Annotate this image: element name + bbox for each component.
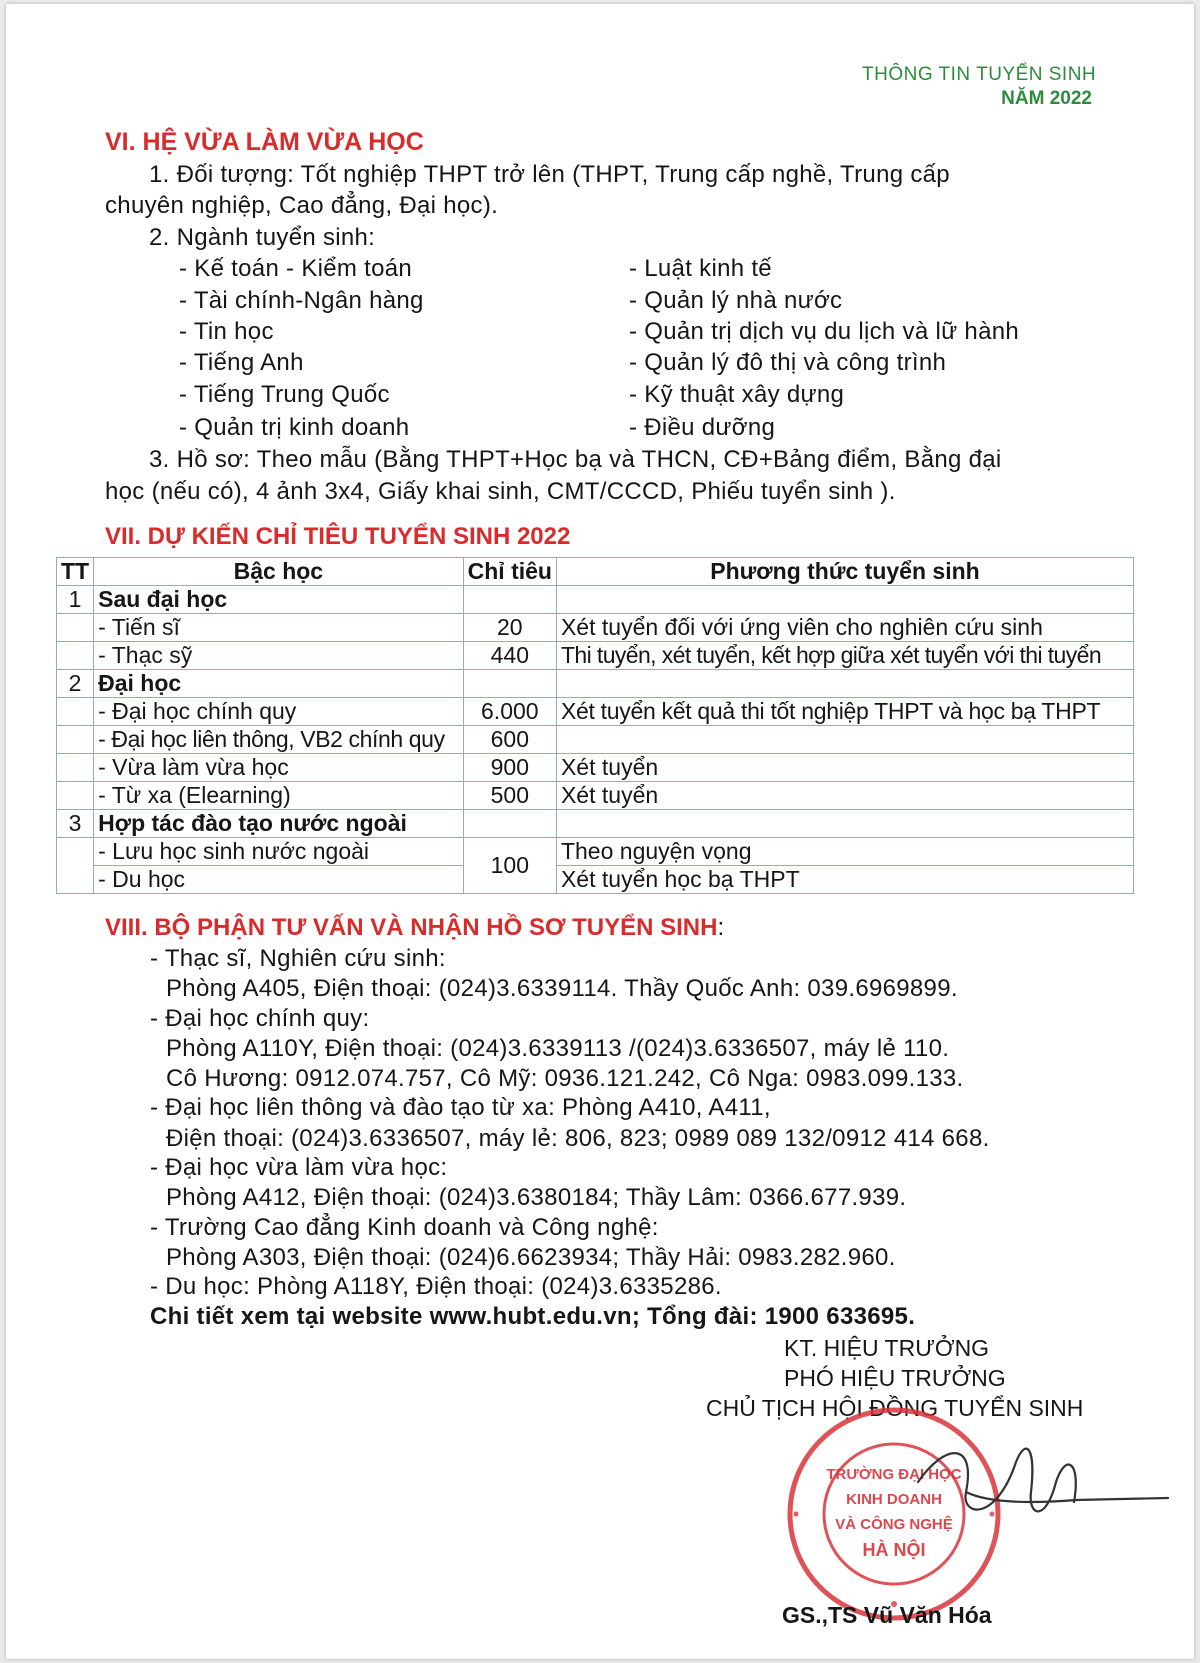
table-header-row [57,558,1134,586]
group-no: 2 [57,670,94,698]
stamp-text-3: VÀ CÔNG NGHỆ [835,1516,953,1533]
method-text: Thi tuyển, xét tuyển, kết hợp giữa xét tuyển với thi tuyển [556,642,1133,670]
stamp-text-1: TRƯỜNG ĐẠI HỌC [826,1466,962,1483]
method-text: Xét tuyển học bạ THPT [556,866,1133,894]
level-name: - Vừa làm vừa học [94,754,464,782]
section-8-colon: : [717,914,725,941]
contact-line: Phòng A303, Điện thoại: (024)6.6623934; Thầy Hải: 0983.282.960. [166,1244,896,1271]
major-right-4: - Quản lý đô thị và công trình [629,349,947,376]
contact-line: - Đại học vừa làm vừa học: [150,1154,448,1181]
level-name: - Đại học chính quy [94,698,464,726]
header-title: THÔNG TIN TUYỂN SINH [862,64,1097,85]
major-right-2: - Quản lý nhà nước [629,287,843,314]
method-text [556,726,1133,754]
method-text: Xét tuyển đối với ứng viên cho nghiên cứu sinh [556,614,1133,642]
method-text: Xét tuyển kết quả thi tốt nghiệp THPT và học bạ THPT [556,698,1133,726]
method-text: Xét tuyển [556,782,1133,810]
major-right-1: - Luật kinh tế [629,255,772,282]
method-text: Xét tuyển [556,754,1133,782]
level-name: - Thạc sỹ [94,642,464,670]
table-row [57,726,1134,754]
quota-value: 440 [463,642,556,670]
level-name: - Đại học liên thông, VB2 chính quy [94,726,464,754]
quota-value: 500 [463,782,556,810]
group-name: Đại học [94,670,464,698]
section-6-item1-line2: chuyên nghiệp, Cao đẳng, Đại học). [105,192,499,219]
contact-line: - Thạc sĩ, Nghiên cứu sinh: [150,945,446,972]
contact-line: Điện thoại: (024)3.6336507, máy lẻ: 806, 823; 0989 089 132/0912 414 668. [166,1125,990,1152]
group-no: 1 [57,586,94,614]
section-6-item2: 2. Ngành tuyển sinh: [149,224,376,251]
major-left-3: - Tin học [179,318,274,345]
col-header-quota: Chỉ tiêu [463,558,556,586]
contact-line: Phòng A110Y, Điện thoại: (024)3.6339113 /(024)3.6336507, máy lẻ 110. [166,1035,950,1062]
quota-value: 100 [463,838,556,894]
method-text: Theo nguyện vọng [556,838,1133,866]
contact-line: Cô Hương: 0912.074.757, Cô Mỹ: 0936.121.242, Cô Nga: 0983.099.133. [166,1065,964,1092]
section-7-title: VII. DỰ KIẾN CHỈ TIÊU TUYỂN SINH 2022 [105,523,571,550]
level-name: - Lưu học sinh nước ngoài [94,838,464,866]
stamp-text-4: HÀ NỘI [862,1540,926,1560]
major-left-1: - Kế toán - Kiểm toán [179,255,413,282]
major-left-5: - Tiếng Trung Quốc [179,381,390,408]
contact-line: - Đại học chính quy: [150,1005,370,1032]
table-row [57,866,1134,894]
section-6-item1-line1: 1. Đối tượng: Tốt nghiệp THPT trở lên (THPT, Trung cấp nghề, Trung cấp [149,161,950,188]
level-name: - Du học [94,866,464,894]
document-page [6,4,1194,1659]
major-left-4: - Tiếng Anh [179,349,304,376]
quota-value: 6.000 [463,698,556,726]
handwritten-signature [906,1422,1176,1552]
table-row [57,642,1134,670]
contact-line: Phòng A412, Điện thoại: (024)3.6380184; Thầy Lâm: 0366.677.939. [166,1184,907,1211]
table-row [57,614,1134,642]
major-right-5: - Kỹ thuật xây dựng [629,381,845,408]
signature-title-3: CHỦ TỊCH HỘI ĐỒNG TUYỂN SINH [706,1395,1084,1421]
quota-value: 20 [463,614,556,642]
website-hotline: Chi tiết xem tại website www.hubt.edu.vn; Tổng đài: 1900 633695. [150,1303,916,1330]
section-6-item3-line1: 3. Hồ sơ: Theo mẫu (Bằng THPT+Học bạ và THCN, CĐ+Bảng điểm, Bằng đại [149,446,1002,473]
quota-table [56,557,1134,894]
stamp-text-2: KINH DOANH [846,1491,942,1508]
table-row [57,838,1134,866]
table-row [57,754,1134,782]
major-left-2: - Tài chính-Ngân hàng [179,287,424,314]
major-right-6: - Điều dưỡng [629,414,776,441]
table-row [57,810,1134,838]
group-name: Hợp tác đào tạo nước ngoài [94,810,464,838]
level-name: - Từ xa (Elearning) [94,782,464,810]
quota-value: 900 [463,754,556,782]
group-no: 3 [57,810,94,838]
major-left-6: - Quản trị kinh doanh [179,414,410,441]
section-8-title [105,914,724,942]
contact-line: - Du học: Phòng A118Y, Điện thoại: (024)3.6335286. [150,1273,722,1300]
col-header-level: Bậc học [94,558,464,586]
level-name: - Tiến sĩ [94,614,464,642]
signature-title-1: KT. HIỆU TRƯỞNG [784,1335,990,1361]
col-header-method: Phương thức tuyển sinh [556,558,1133,586]
section-6-title: VI. HỆ VỪA LÀM VỪA HỌC [105,128,424,156]
table-row [57,698,1134,726]
contact-line: - Đại học liên thông và đào tạo từ xa: Phòng A410, A411, [150,1094,771,1121]
header-year: NĂM 2022 [1001,88,1092,109]
table-row [57,670,1134,698]
quota-value: 600 [463,726,556,754]
col-header-no: TT [57,558,94,586]
group-name: Sau đại học [94,586,464,614]
signature-title-2: PHÓ HIỆU TRƯỞNG [784,1365,1006,1391]
section-6-item3-line2: học (nếu có), 4 ảnh 3x4, Giấy khai sinh, CMT/CCCD, Phiếu tuyển sinh ). [105,478,896,505]
major-right-3: - Quản trị dịch vụ du lịch và lữ hành [629,318,1020,345]
contact-line: Phòng A405, Điện thoại: (024)3.6339114. Thầy Quốc Anh: 039.6969899. [166,975,958,1002]
contact-line: - Trường Cao đẳng Kinh doanh và Công nghệ: [150,1214,659,1241]
section-8-title-text: VIII. BỘ PHẬN TƯ VẤN VÀ NHẬN HỒ SƠ TUYỂN SINH [105,914,718,941]
table-row [57,782,1134,810]
table-row [57,586,1134,614]
signatory-name: GS.,TS Vũ Văn Hóa [782,1602,992,1628]
